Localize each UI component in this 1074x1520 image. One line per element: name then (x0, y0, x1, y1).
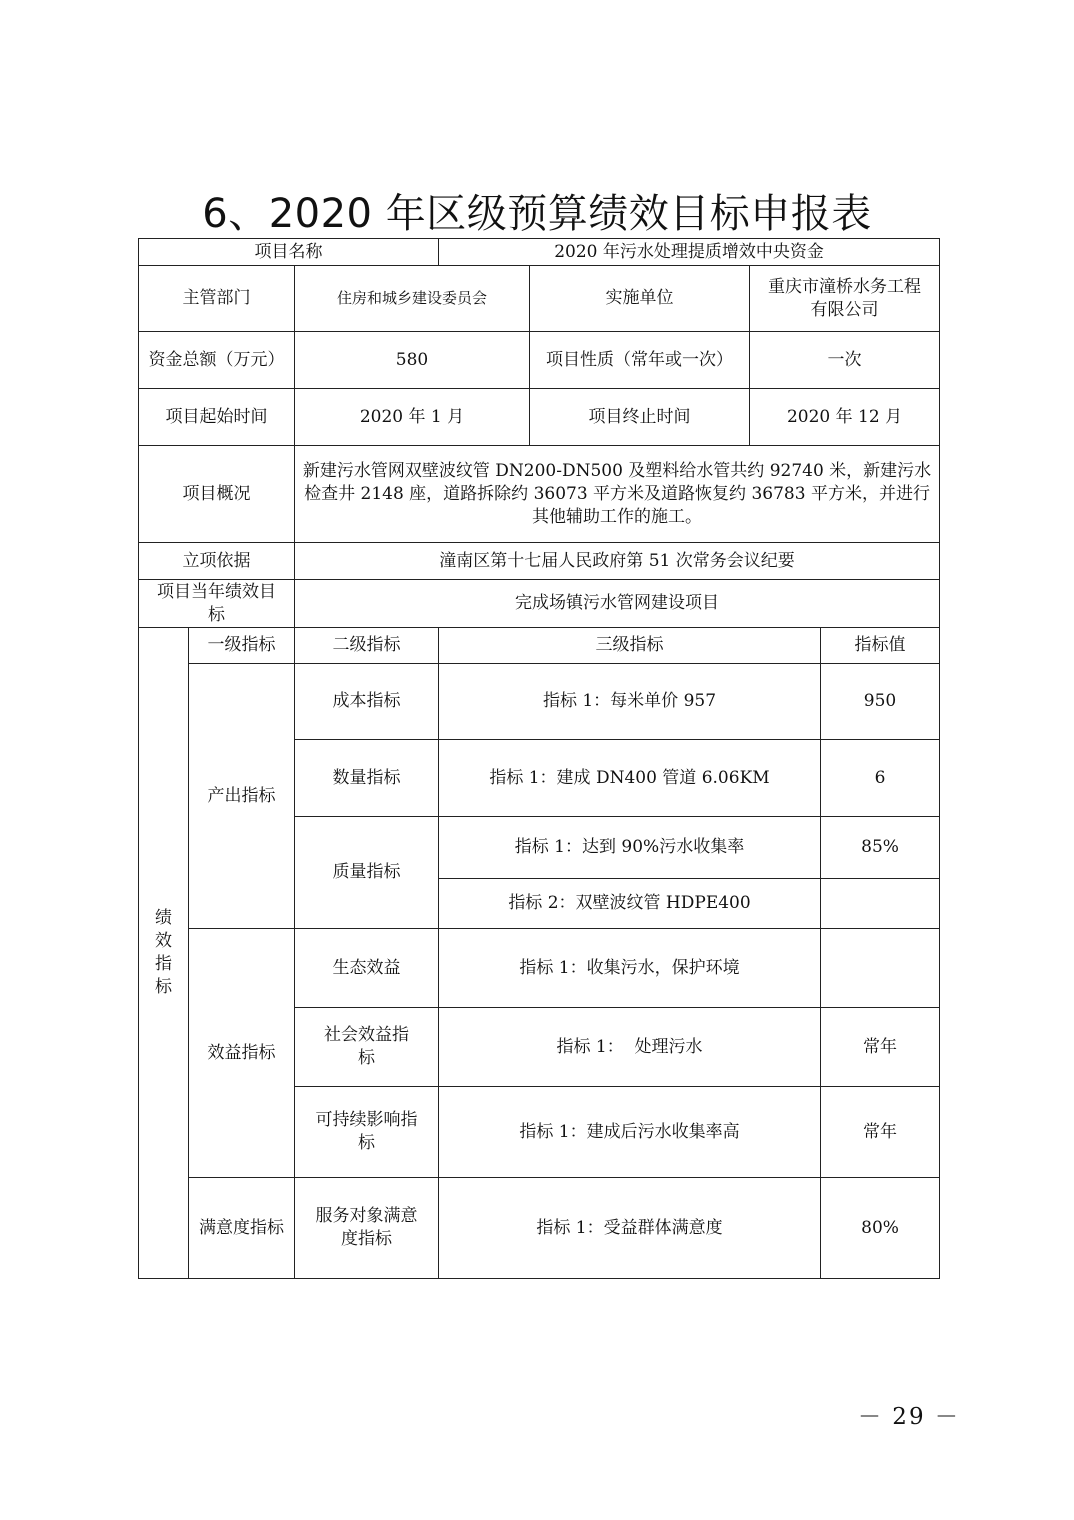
page-title: 6、2020 年区级预算绩效目标申报表 (202, 191, 872, 237)
total-funds-value: 580 (295, 332, 530, 389)
row-indicator-headers (139, 628, 940, 664)
department-value: 住房和城乡建设委员会 (295, 266, 530, 332)
department-label: 主管部门 (139, 266, 295, 332)
row-project-name (139, 239, 940, 266)
row-basis (139, 543, 940, 580)
header-level1: 一级指标 (189, 628, 295, 664)
sustainable-impact-label: 可持续影响指标 (295, 1087, 439, 1178)
social-benefit-item: 指标 1： 处理污水 (439, 1008, 821, 1087)
satisfaction-indicator-label: 满意度指标 (189, 1178, 295, 1279)
cost-indicator-item: 指标 1：每米单价 957 (439, 664, 821, 740)
quality-indicator-value-1: 85% (821, 817, 940, 879)
quantity-indicator-value: 6 (821, 740, 940, 817)
header-value: 指标值 (821, 628, 940, 664)
indicators-section-label (139, 628, 189, 1279)
service-satisfaction-value: 80% (821, 1178, 940, 1279)
project-nature-value: 一次 (750, 332, 940, 389)
goal-value: 完成场镇污水管网建设项目 (295, 580, 940, 628)
benefit-indicator-label: 效益指标 (189, 929, 295, 1178)
table-row (139, 1178, 940, 1279)
quality-indicator-item-2: 指标 2：双壁波纹管 HDPE400 (439, 879, 821, 929)
quantity-indicator-item: 指标 1：建成 DN400 管道 6.06KM (439, 740, 821, 817)
header-level3: 三级指标 (439, 628, 821, 664)
row-goal (139, 580, 940, 628)
quality-indicator-item-1: 指标 1：达到 90%污水收集率 (439, 817, 821, 879)
project-nature-label: 项目性质（常年或一次） (530, 332, 750, 389)
row-time (139, 389, 940, 446)
eco-benefit-value (821, 929, 940, 1008)
overview-value: 新建污水管网双壁波纹管 DN200-DN500 及塑料给水管共约 92740 米，新建污水检查井 2148 座，道路拆除约 36073 平方米及道路恢复约 36783 平方米，并进行其他辅助工作的施工。 (295, 446, 940, 543)
page-number: － 29 － (858, 1404, 960, 1430)
sustainable-impact-value: 常年 (821, 1087, 940, 1178)
budget-performance-table (138, 238, 940, 1279)
table-row (139, 664, 940, 740)
output-indicator-label: 产出指标 (189, 664, 295, 929)
quality-indicator-label: 质量指标 (295, 817, 439, 929)
social-benefit-label: 社会效益指标 (295, 1008, 439, 1087)
header-level2: 二级指标 (295, 628, 439, 664)
row-funds (139, 332, 940, 389)
social-benefit-value: 常年 (821, 1008, 940, 1087)
row-overview (139, 446, 940, 543)
basis-label: 立项依据 (139, 543, 295, 580)
goal-label: 项目当年绩效目标 (139, 580, 295, 628)
overview-label: 项目概况 (139, 446, 295, 543)
total-funds-label: 资金总额（万元） (139, 332, 295, 389)
service-satisfaction-label: 服务对象满意度指标 (295, 1178, 439, 1279)
start-time-value: 2020 年 1 月 (295, 389, 530, 446)
cost-indicator-label: 成本指标 (295, 664, 439, 740)
table-row (139, 929, 940, 1008)
quantity-indicator-label: 数量指标 (295, 740, 439, 817)
service-satisfaction-item: 指标 1：受益群体满意度 (439, 1178, 821, 1279)
quality-indicator-value-2 (821, 879, 940, 929)
implementing-unit-value: 重庆市潼桥水务工程有限公司 (750, 266, 940, 332)
sustainable-impact-item: 指标 1：建成后污水收集率高 (439, 1087, 821, 1178)
cost-indicator-value: 950 (821, 664, 940, 740)
implementing-unit-label: 实施单位 (530, 266, 750, 332)
eco-benefit-item: 指标 1：收集污水，保护环境 (439, 929, 821, 1008)
basis-value: 潼南区第十七届人民政府第 51 次常务会议纪要 (295, 543, 940, 580)
end-time-label: 项目终止时间 (530, 389, 750, 446)
end-time-value: 2020 年 12 月 (750, 389, 940, 446)
start-time-label: 项目起始时间 (139, 389, 295, 446)
indicators-section-text: 绩效指标 (155, 908, 172, 997)
row-department (139, 266, 940, 332)
project-name-label: 项目名称 (139, 239, 439, 266)
eco-benefit-label: 生态效益 (295, 929, 439, 1008)
project-name-value: 2020 年污水处理提质增效中央资金 (439, 239, 940, 266)
